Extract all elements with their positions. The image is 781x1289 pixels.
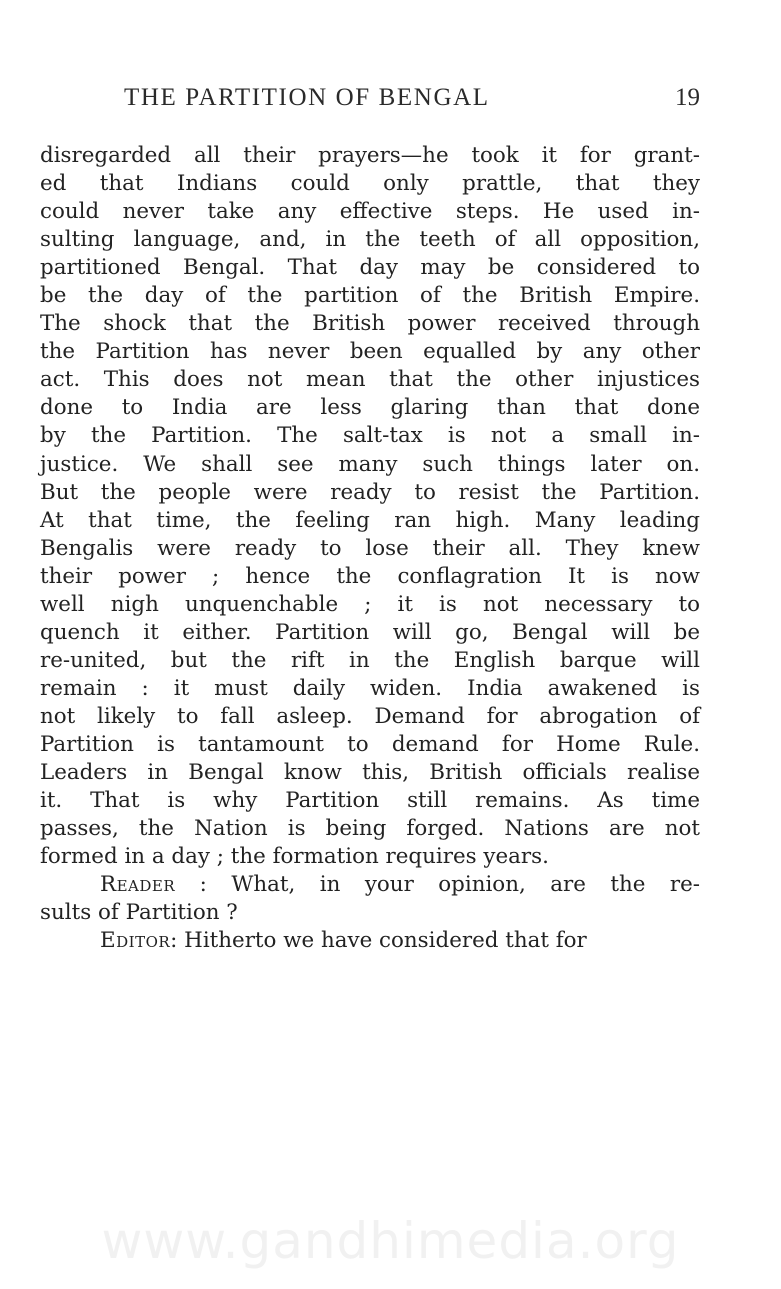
text-line: justice. We shall see many such things later on. (40, 451, 700, 477)
text-line: partitioned Bengal. That day may be considered to (40, 255, 700, 281)
text-line: ed that Indians could only prattle, that they (40, 171, 700, 197)
text-line: quench it either. Partition will go, Bengal will be (40, 619, 700, 645)
text-line: Partition is tantamount to demand for Home Rule. (40, 731, 700, 757)
running-title: THE PARTITION OF BENGAL (124, 84, 490, 111)
text-line: Leaders in Bengal know this, British officials realise (40, 760, 700, 786)
text-line: their power ; hence the conflagration It is now (40, 563, 700, 589)
paragraph-reader-question (40, 871, 700, 927)
speaker-reader: Reader (100, 872, 176, 898)
text-line (40, 927, 700, 955)
text-line: by the Partition. The salt-tax is not a small in- (40, 423, 700, 449)
text-line: it. That is why Partition still remains. As time (40, 788, 700, 814)
text-line: re-united, but the rift in the English barque will (40, 647, 700, 673)
text-line: could never take any effective steps. He used in- (40, 199, 700, 225)
text-line: the Partition has never been equalled by any other (40, 339, 700, 365)
text-line: Bengalis were ready to lose their all. They knew (40, 535, 700, 561)
text-line: be the day of the partition of the British Empire. (40, 283, 700, 309)
speaker-editor: Editor (100, 928, 171, 954)
text-line: But the people were ready to resist the Partition. (40, 479, 700, 505)
page-number: 19 (675, 84, 700, 111)
text-line: passes, the Nation is being forged. Nations are not (40, 816, 700, 842)
text-line: The shock that the British power received through (40, 311, 700, 337)
text-line: done to India are less glaring than that done (40, 395, 700, 421)
text-line: not likely to fall asleep. Demand for abrogation of (40, 703, 700, 729)
text-line (40, 871, 700, 899)
paragraph-editor-answer (40, 927, 700, 955)
answer-text: : Hitherto we have considered that for (170, 928, 587, 954)
body-text (40, 142, 700, 955)
text-line: At that time, the feeling ran high. Many leading (40, 507, 700, 533)
text-line: remain : it must daily widen. India awakened is (40, 675, 700, 701)
text-line: formed in a day ; the formation requires years. (40, 844, 549, 870)
watermark: www.gandhimedia.org (101, 1212, 680, 1270)
running-header (40, 84, 700, 118)
paragraph-narrative (40, 142, 700, 871)
question-text: : What, in your opinion, are the re- (199, 872, 700, 898)
text-line: well nigh unquenchable ; it is not necessary to (40, 591, 700, 617)
text-line: sulting language, and, in the teeth of all opposition, (40, 227, 700, 253)
text-line: disregarded all their prayers—he took it for grant- (40, 143, 700, 168)
text-line: act. This does not mean that the other injustices (40, 367, 700, 393)
text-line: sults of Partition ? (40, 900, 238, 926)
